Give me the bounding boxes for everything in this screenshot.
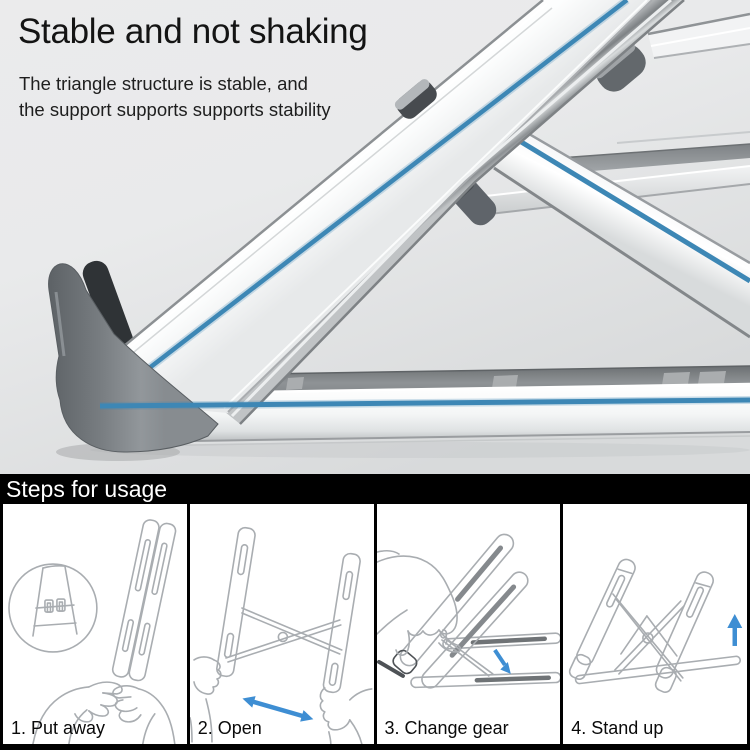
page-title: Stable and not shaking bbox=[18, 12, 368, 51]
section-heading-bar bbox=[0, 474, 750, 504]
step-2-illustration bbox=[190, 504, 374, 744]
middle-foot bbox=[654, 666, 678, 694]
step-3-illustration bbox=[377, 504, 561, 744]
stand-up-arrow-icon bbox=[728, 614, 743, 646]
section-heading: Steps for usage bbox=[6, 475, 168, 502]
magnifier-circle bbox=[9, 564, 97, 652]
hero-subtitle-line1: The triangle structure is stable, and bbox=[19, 73, 308, 94]
hero-subtitle-line2: the support supports supports stability bbox=[19, 98, 331, 120]
right-hand-sketch bbox=[113, 686, 175, 744]
cross-braces bbox=[613, 594, 684, 681]
ground-shadow bbox=[90, 442, 750, 458]
right-bar bbox=[322, 553, 361, 694]
gear-down-arrow-icon bbox=[494, 650, 510, 674]
step-panel-3 bbox=[377, 504, 564, 744]
lower-rail bbox=[410, 672, 560, 687]
step-panel-4 bbox=[563, 504, 747, 744]
step-caption: 3. Change gear bbox=[384, 718, 509, 738]
step-panel-2 bbox=[190, 504, 377, 744]
cross-struts bbox=[226, 608, 342, 662]
step-caption: 4. Stand up bbox=[571, 718, 664, 738]
second-bar bbox=[418, 569, 531, 692]
hand-sketch bbox=[377, 551, 461, 655]
step-panel-1 bbox=[3, 504, 190, 744]
right-hand-sketch bbox=[320, 688, 371, 744]
step-4-illustration bbox=[563, 504, 747, 744]
steps-panels bbox=[0, 504, 750, 744]
hero-text bbox=[18, 14, 368, 122]
bottom-border bbox=[0, 744, 750, 750]
step-caption: 1. Put away bbox=[11, 718, 106, 738]
folded-stand bbox=[111, 519, 176, 682]
step-caption: 2. Open bbox=[197, 718, 262, 738]
right-leg bbox=[654, 570, 716, 681]
step-1-illustration bbox=[3, 504, 187, 744]
left-foot bbox=[568, 653, 593, 681]
